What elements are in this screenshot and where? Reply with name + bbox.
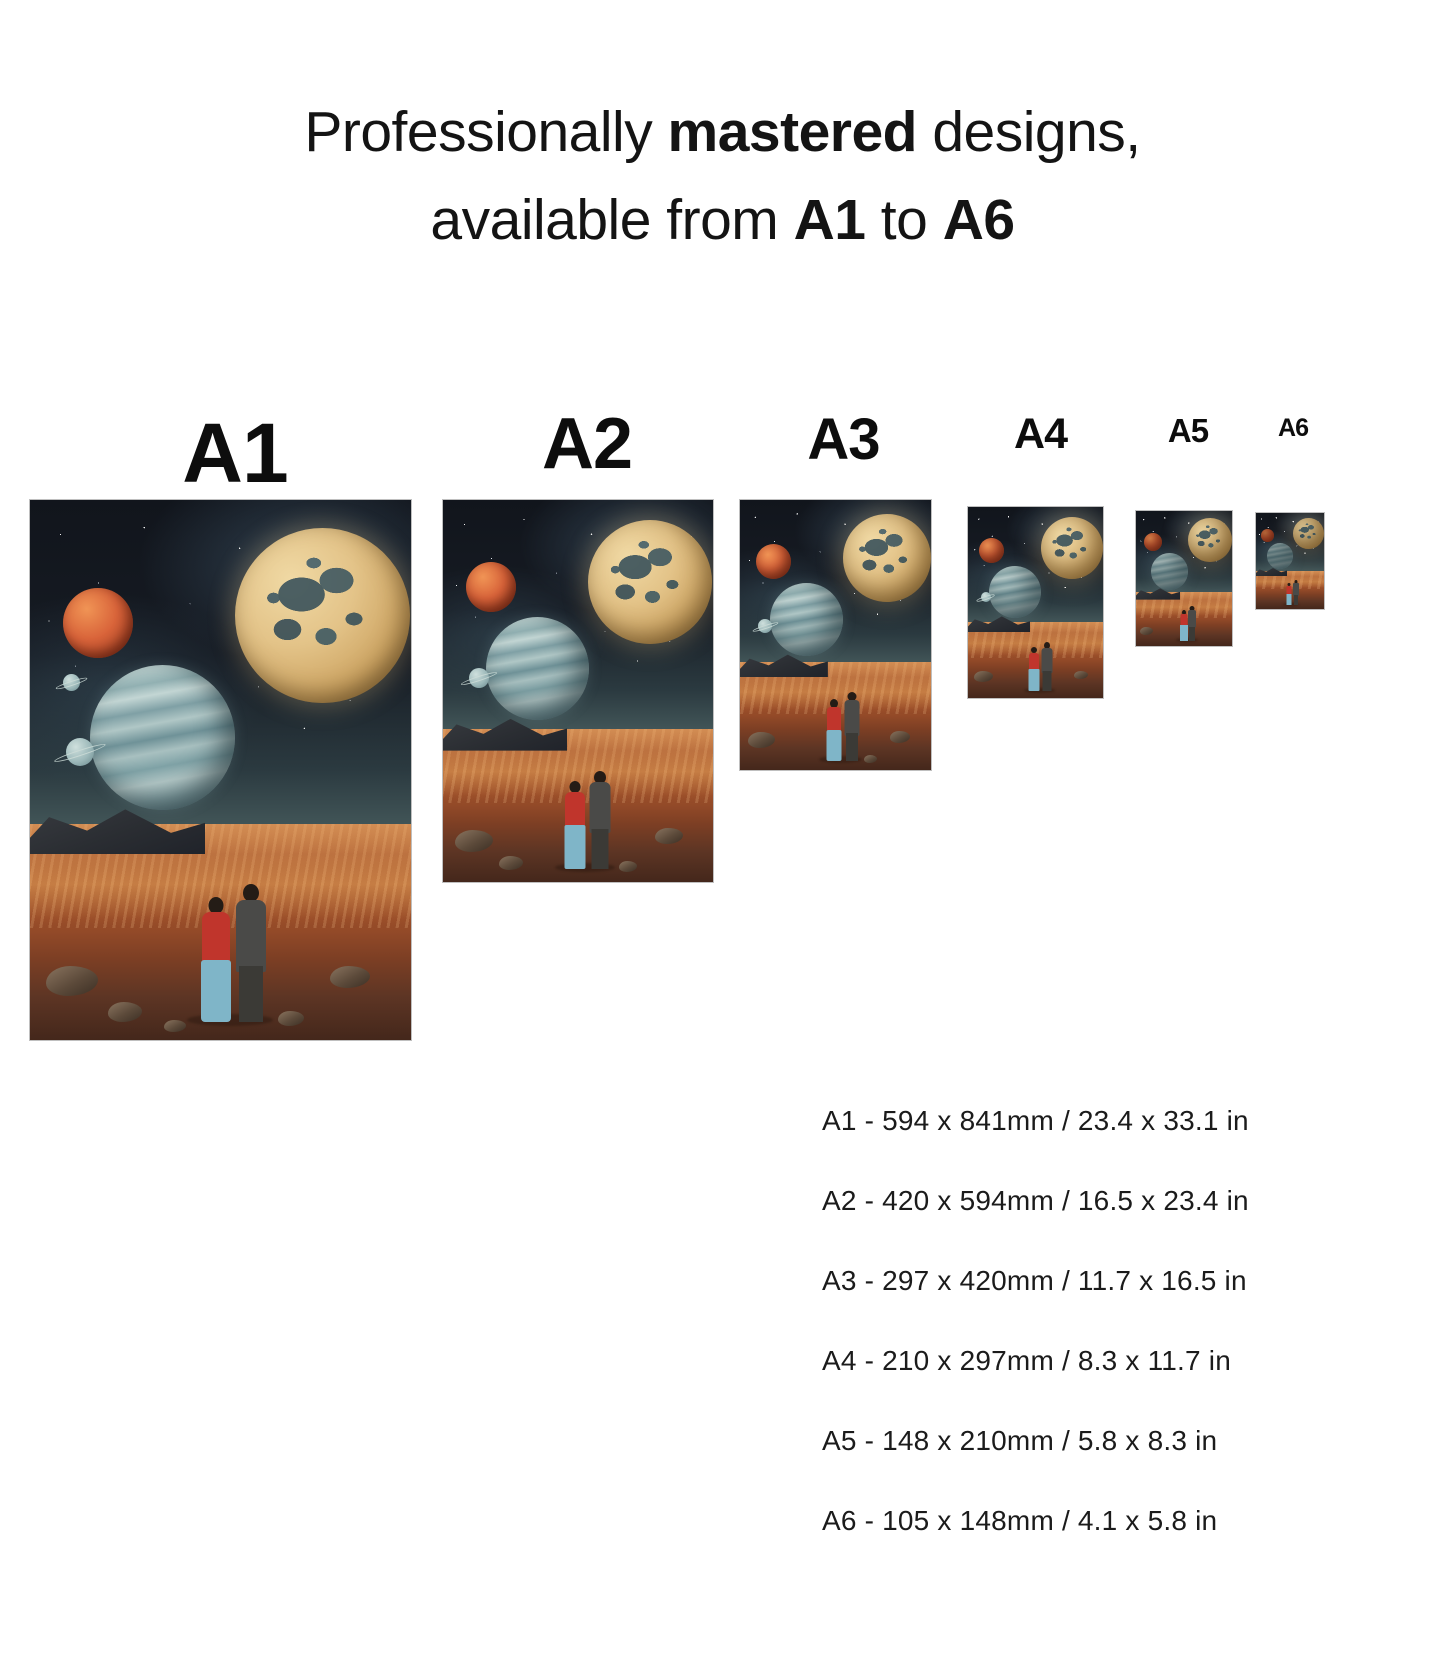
man-trousers — [1294, 595, 1298, 605]
headline-line-2 — [0, 176, 1445, 264]
woman-skirt — [826, 730, 841, 761]
size-label-a2: A2 — [541, 404, 633, 484]
couple-walking — [1023, 641, 1056, 691]
couple-walking — [185, 882, 275, 1022]
red-planet — [756, 544, 791, 579]
figure-woman — [563, 781, 587, 869]
poster-preview-a2[interactable] — [443, 500, 713, 882]
size-label-a4: A4 — [1014, 410, 1067, 458]
dimensions-list — [822, 1105, 1422, 1585]
artwork-a1 — [30, 500, 411, 1040]
rock — [1140, 627, 1153, 635]
figure-man — [233, 884, 269, 1022]
red-planet — [63, 588, 133, 658]
man-coat — [1042, 648, 1053, 673]
man-coat — [1188, 610, 1196, 628]
rock — [864, 755, 877, 763]
headline-size-a1: A1 — [793, 188, 866, 253]
ringed-planet — [66, 738, 94, 766]
gas-giant — [1267, 543, 1293, 569]
dimension-row-a4: A4 - 210 x 297mm / 8.3 x 11.7 in — [822, 1345, 1231, 1376]
couple-walking — [1283, 580, 1300, 605]
poster-preview-a6[interactable] — [1256, 513, 1324, 609]
woman-coat — [202, 912, 230, 964]
red-planet — [979, 538, 1004, 563]
couple-walking — [818, 691, 864, 761]
man-trousers — [1189, 627, 1195, 641]
woman-coat — [565, 792, 585, 829]
man-trousers — [239, 966, 263, 1022]
rock — [655, 828, 683, 844]
figure-woman — [1028, 647, 1040, 691]
rock — [164, 1020, 186, 1032]
large-moon — [843, 514, 931, 602]
figure-man — [1292, 580, 1299, 605]
rock — [330, 966, 370, 988]
man-coat — [844, 700, 859, 736]
rock — [748, 732, 775, 748]
dimension-row-a2: A2 - 420 x 594mm / 16.5 x 23.4 in — [822, 1185, 1249, 1216]
size-label-a1: A1 — [182, 406, 288, 500]
dimension-row-a3: A3 - 297 x 420mm / 11.7 x 16.5 in — [822, 1265, 1247, 1296]
rock — [890, 731, 910, 743]
headline-text-c: available from — [430, 188, 794, 253]
figure-man — [587, 771, 613, 869]
rock — [278, 1011, 304, 1026]
rock — [619, 861, 637, 872]
headline-text-bold: mastered — [667, 100, 917, 164]
figure-woman — [825, 699, 842, 761]
size-label-a5: A5 — [1167, 412, 1209, 449]
dimension-row-a5: A5 - 148 x 210mm / 5.8 x 8.3 in — [822, 1425, 1218, 1456]
poster-preview-a3[interactable] — [740, 500, 931, 770]
woman-skirt — [1287, 594, 1292, 605]
man-coat — [236, 900, 266, 972]
size-label-a6: A6 — [1278, 414, 1308, 442]
rock — [974, 671, 993, 682]
red-planet — [1261, 529, 1274, 542]
headline-text-d: to — [865, 188, 943, 253]
rock — [108, 1002, 142, 1022]
rock — [46, 966, 98, 996]
figure-man — [1040, 642, 1054, 691]
dimension-row-a6: A6 - 105 x 148mm / 4.1 x 5.8 in — [822, 1505, 1218, 1536]
large-moon — [1293, 518, 1324, 549]
poster-preview-a5[interactable] — [1136, 511, 1232, 646]
woman-skirt — [1029, 669, 1040, 691]
headline-line-1 — [0, 88, 1445, 176]
gas-giant — [1151, 553, 1188, 590]
poster-preview-a4[interactable] — [968, 507, 1103, 698]
headline-size-a6: A6 — [942, 188, 1015, 253]
red-planet — [1144, 533, 1162, 551]
artwork-a6 — [1256, 513, 1324, 609]
artwork-a5 — [1136, 511, 1232, 646]
poster-preview-a1[interactable] — [30, 500, 411, 1040]
large-moon — [588, 520, 712, 644]
large-moon — [1041, 517, 1103, 579]
artwork-a4 — [968, 507, 1103, 698]
gas-giant — [989, 566, 1041, 618]
size-label-a3: A3 — [807, 407, 880, 472]
figure-man — [842, 692, 861, 761]
figure-woman — [199, 897, 233, 1022]
artwork-a3 — [740, 500, 931, 770]
woman-skirt — [201, 960, 231, 1022]
man-trousers — [1043, 671, 1052, 691]
couple-walking — [1175, 605, 1199, 641]
red-planet — [466, 562, 516, 612]
gas-giant — [90, 665, 235, 810]
rock — [499, 856, 523, 870]
artwork-a2 — [443, 500, 713, 882]
large-moon — [235, 528, 410, 703]
dimension-row-a1: A1 - 594 x 841mm / 23.4 x 33.1 in — [822, 1105, 1249, 1136]
headline-text-a: Professionally — [304, 100, 668, 164]
rock — [455, 830, 493, 852]
man-trousers — [592, 829, 609, 869]
large-moon — [1188, 518, 1232, 562]
rock — [1074, 671, 1088, 679]
man-coat — [590, 782, 611, 833]
couple-walking — [553, 770, 617, 869]
ringed-planet — [981, 592, 991, 602]
ringed-planet — [469, 668, 489, 688]
headline-text-b: designs, — [917, 100, 1141, 164]
man-trousers — [846, 733, 858, 761]
gas-giant — [770, 583, 843, 656]
gas-giant — [486, 617, 589, 720]
ringed-planet-small — [63, 674, 80, 691]
woman-skirt — [565, 825, 586, 869]
page-headline — [0, 88, 1445, 265]
figure-man — [1187, 606, 1197, 641]
ringed-planet — [758, 619, 772, 633]
